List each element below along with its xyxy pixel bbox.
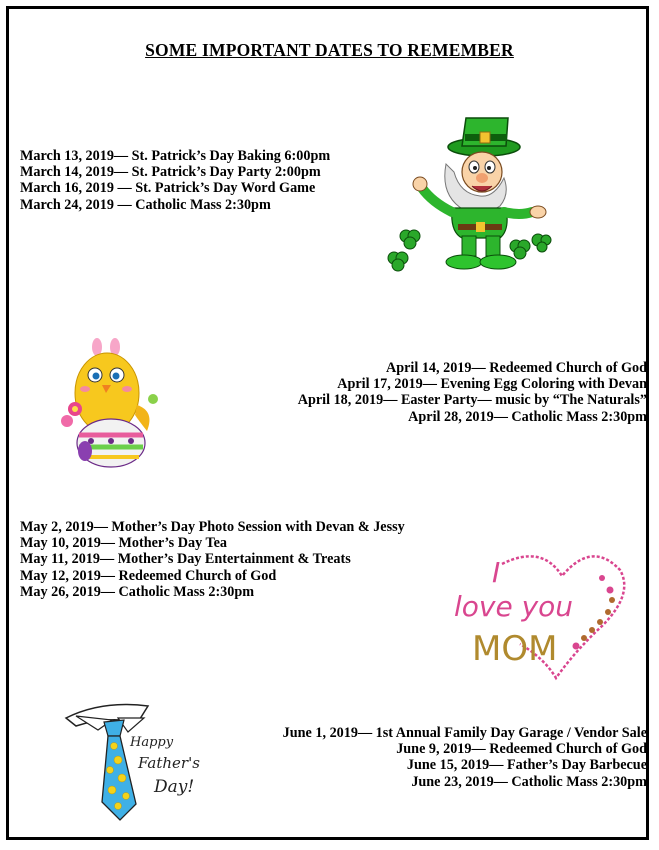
june-events: [283, 725, 647, 790]
fathers-day-tie: [62, 696, 212, 826]
may-events: [20, 519, 405, 600]
event-line: May 2, 2019— Mother’s Day Photo Session with Devan & Jessy: [20, 519, 405, 535]
event-line: April 18, 2019— Easter Party— music by “The Naturals”: [297, 392, 647, 409]
dad-art-line1: Happy: [130, 735, 174, 750]
event-line: March 13, 2019— St. Patrick’s Day Baking 6:00pm: [20, 148, 331, 164]
event-line: June 23, 2019— Catholic Mass 2:30pm: [411, 773, 647, 790]
dad-art-line2: Father's: [138, 754, 200, 772]
mom-art-line3: MOM: [472, 629, 558, 669]
event-line: April 17, 2019— Evening Egg Coloring with Devan: [337, 376, 647, 393]
mom-art-line1: I: [492, 556, 501, 589]
event-line: May 12, 2019— Redeemed Church of God: [20, 567, 277, 584]
event-line: May 11, 2019— Mother’s Day Entertainment & Treats: [20, 551, 351, 568]
page-title: SOME IMPORTANT DATES TO REMEMBER: [145, 40, 514, 60]
event-line: April 14, 2019— Redeemed Church of God: [385, 360, 647, 376]
april-events: [298, 360, 647, 425]
dad-art-line3: Day!: [154, 777, 195, 797]
march-events: [20, 148, 330, 213]
event-line: May 26, 2019— Catholic Mass 2:30pm: [20, 583, 255, 600]
event-line: April 28, 2019— Catholic Mass 2:30pm: [408, 408, 647, 425]
event-line: March 14, 2019— St. Patrick’s Day Party 2:00pm: [20, 164, 321, 181]
mom-art-line2: love you: [454, 590, 574, 623]
love-you-mom-heart: [452, 546, 632, 686]
easter-chick-illustration: [55, 335, 165, 470]
event-line: June 1, 2019— 1st Annual Family Day Garage / Vendor Sale: [282, 725, 647, 741]
event-line: May 10, 2019— Mother’s Day Tea: [20, 535, 228, 552]
event-line: March 16, 2019 — St. Patrick’s Day Word Game: [20, 180, 316, 197]
event-line: June 9, 2019— Redeemed Church of God: [396, 741, 647, 758]
event-line: June 15, 2019— Father’s Day Barbecue: [406, 757, 647, 774]
event-line: March 24, 2019 — Catholic Mass 2:30pm: [20, 196, 271, 213]
leprechaun-illustration: [382, 112, 552, 277]
